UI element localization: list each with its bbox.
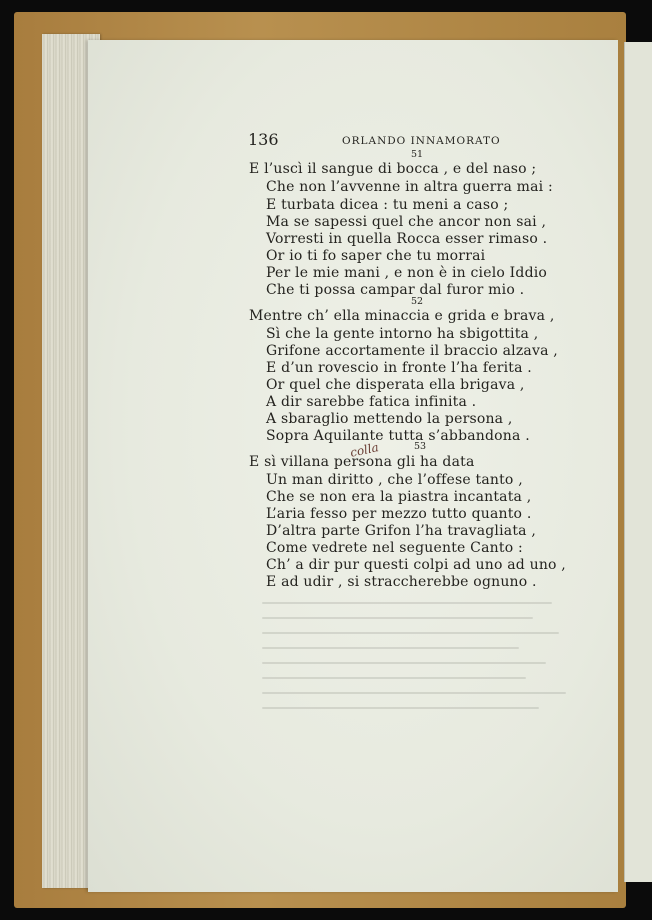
verse-line: Or quel che disperata ella brigava ,	[266, 377, 525, 393]
verse-line: E sì villana persona gli ha data	[249, 454, 475, 470]
stanza-number: 53	[414, 441, 427, 452]
verse-line: Come vedrete nel seguente Canto :	[266, 540, 523, 556]
verse-line: Sì che la gente intorno ha sbigottita ,	[266, 326, 539, 342]
verse-line: A dir sarebbe fatica infinita .	[266, 394, 477, 410]
running-head: ORLANDO INNAMORATO	[342, 135, 501, 147]
page-number: 136	[248, 130, 279, 149]
verse-line: Che ti possa campar dal furor mio .	[266, 282, 525, 298]
show-through-text	[262, 602, 592, 742]
stanza-number: 51	[411, 149, 424, 160]
verse-line: L’aria fesso per mezzo tutto quanto .	[266, 506, 532, 522]
verse-line: Che non l’avvenne in altra guerra mai :	[266, 179, 553, 195]
stanza-number: 52	[411, 296, 424, 307]
verse-line: Un man diritto , che l’offese tanto ,	[266, 472, 523, 488]
verse-line: Vorresti in quella Rocca esser rimaso .	[266, 231, 548, 247]
verse-line: D’altra parte Grifon l’ha travagliata ,	[266, 523, 537, 539]
verse-line: Or io ti fo saper che tu morrai	[266, 248, 486, 264]
facing-page-edge	[624, 42, 652, 882]
verse-line: Che se non era la piastra incantata ,	[266, 489, 532, 505]
verse-line: E d’un rovescio in fronte l’ha ferita .	[266, 360, 532, 376]
verse-line: Per le mie mani , e non è in cielo Iddio	[266, 265, 548, 281]
page-header	[248, 132, 508, 150]
verse-line: E turbata dicea : tu meni a caso ;	[266, 197, 509, 213]
verse-line: Ch’ a dir pur questi colpi ad uno ad uno ,	[266, 557, 566, 573]
verse-line: Ma se sapessi quel che ancor non sai ,	[266, 214, 547, 230]
verse-line: Grifone accortamente il braccio alzava ,	[266, 343, 558, 359]
verse-line: Sopra Aquilante tutta s’abbandona .	[266, 428, 530, 444]
verse-line: A sbaraglio mettendo la persona ,	[266, 411, 513, 427]
verse-line: Mentre ch’ ella minaccia e grida e brava ,	[249, 308, 555, 324]
handwritten-note: colla	[348, 440, 380, 460]
verse-line: E l’uscì il sangue di bocca , e del naso ;	[249, 161, 537, 177]
verse-line: E ad udir , si straccherebbe ognuno .	[266, 574, 537, 590]
